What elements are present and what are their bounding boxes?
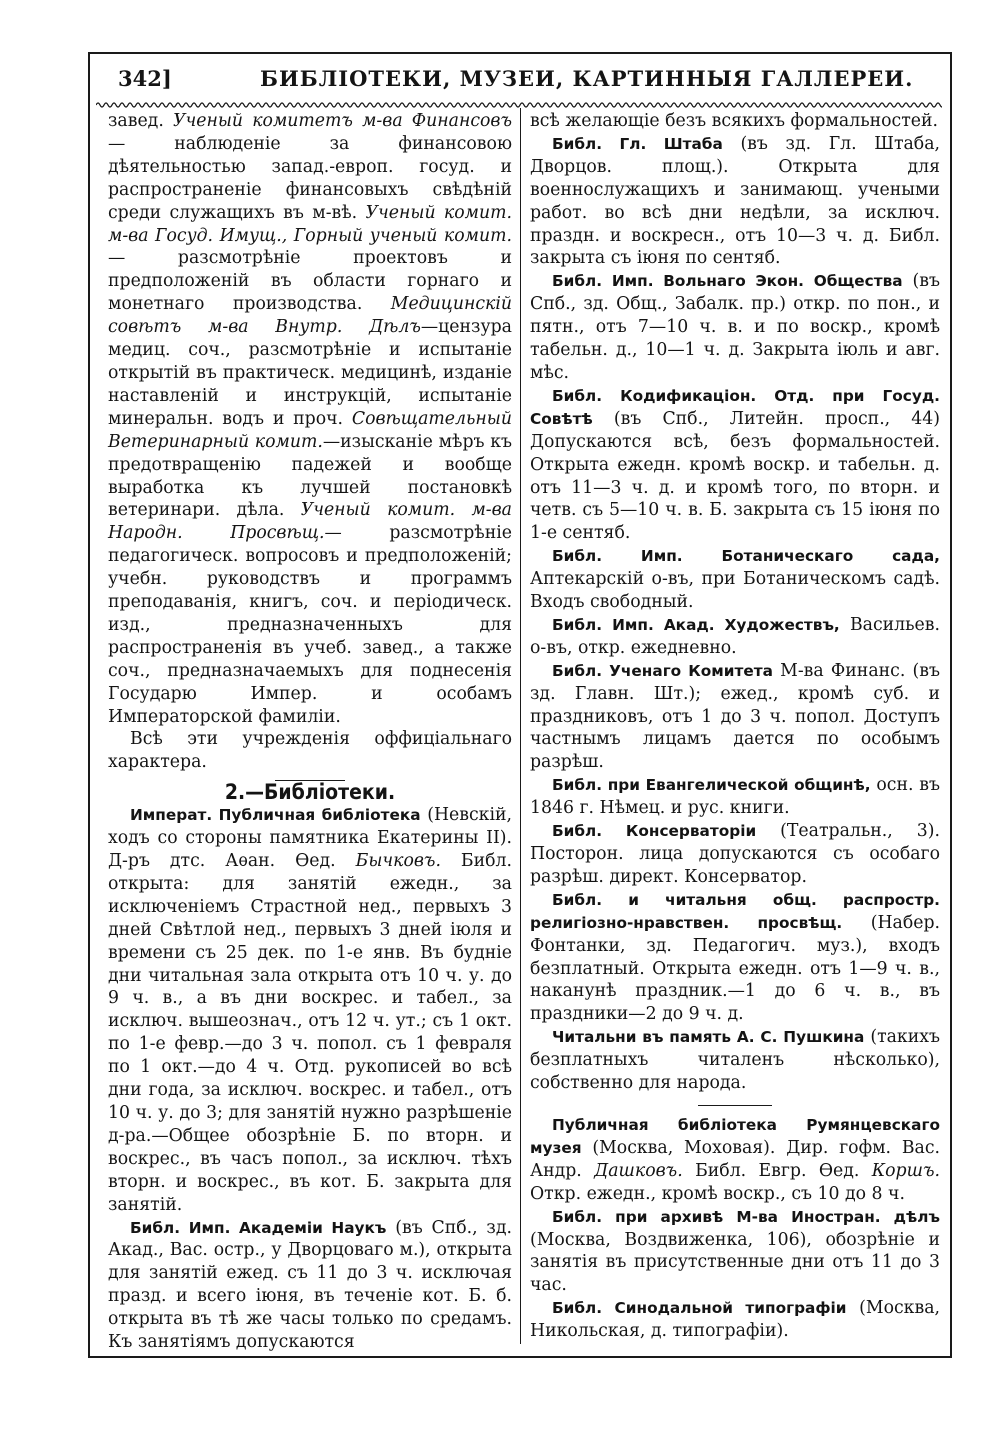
entry-name: Библ. Консерваторіи xyxy=(552,822,757,841)
term-medical-council: Медицинскій совѣтъ м-ва Внутр. Дѣлъ xyxy=(108,294,512,338)
entry-rumyantsev-library: Публичная библіотека Румянцевскаго музея (Москва, Моховая). Дир. гофм. Вас. Андр. Дашковъ. Библ. Евгр. Ѳед. Коршъ. Откр. ежедн., кромѣ воскр., съ 10 до 8 ч. xyxy=(530,1115,940,1204)
entry-scientific-committee-library: Библ. Ученаго Комитета М-ва Финанс. (въ зд. Главн. Шт.); ежед., кромѣ суб. и праздниковъ, отъ 1 до 3 ч. попол. Доступъ частнымъ лицамъ дается по особымъ разрѣш. xyxy=(530,660,941,773)
entry-name: Библ. Синодальной типографіи xyxy=(552,1299,847,1318)
paragraph-official: Всѣ эти учрежденія оффиціальнаго характера. xyxy=(108,729,512,773)
entry-academy-library: Библ. Имп. Академіи Наукъ (въ Спб., зд. Акад., Вас. остр., у Дворцоваго м.), открыта для занятій ежед. съ 11 до 3 ч. исключая празд. и всего іюня, въ теченіе кот. Б. б. открыта въ тѣ же часы только по средамъ. Къ занятіямъ допускаются xyxy=(108,1217,512,1353)
entry-codification-library: Библ. Кодификаціон. Отд. при Госуд. Совѣтѣ (въ Спб., Литейн. просп., 44) Допускаются всѣ, безъ формальностей. Открыта ежедн. кромѣ воскр. и табельн. д. отъ 11—3 ч. д. и кромѣ того, по вторн. и четв. съ 5—10 ч. в. Б. закрыта съ 15 іюня по 1-е сентяб. xyxy=(530,386,940,544)
entry-evangelical-library: Библ. при Евангелической общинѣ, осн. въ 1846 г. Нѣмец. и рус. книги. xyxy=(530,775,940,819)
entry-name: Публичная библіотека Румянцевскаго музея xyxy=(530,1115,940,1157)
moscow-rule xyxy=(698,1105,772,1106)
entry-pushkin-reading-rooms: Читальни въ память А. С. Пушкина (такихъ безплатныхъ читаленъ нѣсколько), собственно для народа. xyxy=(530,1027,940,1094)
entry-name: Библ. Ученаго Комитета xyxy=(552,661,773,680)
entry-foreign-affairs-archive-library: Библ. при архивѣ М-ва Иностран. дѣлъ (Москва, Воздвиженка, 106), обозрѣніе и занятія въ присутственные дни отъ 11 до 3 час. xyxy=(530,1207,940,1296)
entry-name: Читальни въ память А. С. Пушкина xyxy=(552,1028,865,1047)
running-title: БИБЛІОТЕКИ, МУЗЕИ, КАРТИННЫЯ ГАЛЛЕРЕИ. xyxy=(260,66,914,91)
entry-synodal-library: Библ. Синодальной типографіи (Москва, Никольская, д. типографіи). xyxy=(530,1298,941,1342)
term-finance-committee: Ученый комитетъ м-ва Финансовъ xyxy=(173,111,513,131)
entry-name: Библ. при Евангелической общинѣ, xyxy=(552,776,871,795)
entry-arts-academy-library: Библ. Имп. Акад. Художествъ, Васильев. о-въ, откр. ежедневно. xyxy=(530,614,940,658)
entry-name: Библ. Имп. Акад. Художествъ, xyxy=(552,615,840,634)
paragraph-committees: завед. Ученый комитетъ м-ва Финансовъ — наблюденіе за финансовою дѣятельностью запад.-европ. госуд. и распространеніе финансовыхъ свѣдѣній среди служащихъ въ м-вѣ. Ученый комит. м-ва Госуд. Имущ., Горный ученый комит. — разсмотрѣніе проектовъ и предположеній въ области горнаго и монетнаго производства. Медицинскій совѣтъ м-ва Внутр. Дѣлъ—цензура медиц. соч., разсмотрѣніе и испытаніе открытій въ практическ. медицинѣ, изданіе наставленій и инструкцій, испытаніе минеральн. водъ и проч. Совѣщательный Ветеринарный комит.—изысканіе мѣръ къ предотвращенію падежей и вообще выработка къ лучшей постановкѣ ветеринари. дѣла. Ученый комит. м-ва Народн. Просвѣщ.— разсмотрѣніе педагогическ. вопросовъ и предположеній; учебн. руководствъ и программъ преподаванія, книгъ, соч. и періодическ. изд., предназначенныхъ для распространенія въ учеб. завед., а также соч., предназначаемыхъ для поднесенія Государю Импер. и особамъ Императорской фамиліи. xyxy=(108,111,513,727)
entry-religious-reading-room: Библ. и читальня общ. распростр. религіозно-нравствен. просвѣщ. (Набер. Фонтанки, зд. Педагогич. муз.), входъ безплатный. Открыта ежедн. отъ 1—9 ч. в., наканунѣ праздник.—1 до 6 ч. в., въ праздники—2 до 9 ч. д. xyxy=(530,890,941,1025)
page-number: 342] xyxy=(118,66,172,91)
entry-name: Библ. Имп. Вольнаго Экон. Общества xyxy=(552,272,903,291)
entry-economic-society-library: Библ. Имп. Вольнаго Экон. Общества (въ Спб., зд. Общ., Забалк. пр.) откр. по пон., и пятн., отъ 7—10 ч. в. и по воскр., кромѣ табельн. д., 10—1 ч. д. Закрыта іюль и авг. мѣс. xyxy=(530,271,940,383)
term-mining-committee: Ученый комит. м-ва Госуд. Имущ., Горный ученый комит. xyxy=(108,202,512,246)
entry-name: Библ. Кодификаціон. Отд. при Госуд. Совѣтѣ xyxy=(530,386,940,428)
entry-name: Библ. Имп. Академіи Наукъ xyxy=(130,1218,387,1237)
entry-conservatory-library: Библ. Консерваторіи (Театральн., 3). Посторон. лица допускаются съ особаго разрѣш. директ. Консерватор. xyxy=(530,821,940,887)
entry-public-library: Императ. Публичная библіотека (Невскій, ходъ со стороны памятника Екатерины II). Д-ръ дтс. Аѳан. Ѳед. Бычковъ. Библ. открыта: для занятій ежедн., за исключеніемъ Страстной нед., первыхъ 3 дней Свѣтлой нед., первыхъ 3 дней іюля и времени съ 25 дек. по 1-е янв. Въ будніе дни читальная зала открыта отъ 10 ч. у. до 9 ч. в., а въ дни воскрес. и табел., за исключ. вышеознач., отъ 12 ч. ут.; съ 1 окт. по 1-е февр.—до 3 ч. попол. съ 1 февраля по 1 окт.—до 4 ч. Отд. рукописей во всѣ дни года, за исключ. воскрес. и табел., отъ 10 ч. у. до 3; для занятій нужно разрѣшеніе д-ра.—Общее обозрѣніе Б. по вторн. и воскрес., въ часъ попол., за исключ. тѣхъ вторн. и воскрес., въ кот. Б. закрыта для занятій. xyxy=(108,805,513,1215)
entry-name: Императ. Публичная библіотека xyxy=(130,806,421,825)
section-heading: 2.—Библіотеки. xyxy=(224,780,396,805)
paragraph-continuation: всѣ желающіе безъ всякихъ формальностей. xyxy=(530,111,939,131)
term-veterinary-committee: Совѣщательный Ветеринарный комит. xyxy=(108,408,512,452)
term-education-committee: Ученый комит. м-ва Народн. Просвѣщ. xyxy=(108,500,512,544)
entry-name: Библ. и читальня общ. распростр. религіозно-нравствен. просвѣщ. xyxy=(530,890,940,932)
entry-botanical-library: Библ. Имп. Ботаническаго сада, Аптекарскій о-въ, при Ботаническомъ садѣ. Входъ свободный. xyxy=(530,547,940,613)
right-column xyxy=(530,110,940,1343)
wavy-rule xyxy=(96,100,942,110)
running-header xyxy=(100,66,940,96)
entry-name: Библ. Имп. Ботаническаго сада, xyxy=(552,547,940,566)
entry-general-staff-library: Библ. Гл. Штаба (въ зд. Гл. Штаба, Дворцов. площ.). Открыта для военнослужащихъ и занимающ. учеными работ. во всѣ дни недѣли, за исключ. праздн. и воскресн., отъ 10—3 ч. д. Библ. закрыта съ іюня по сентяб. xyxy=(530,133,941,269)
column-divider xyxy=(520,108,521,1344)
entry-name: Библ. при архивѣ М-ва Иностран. дѣлъ xyxy=(552,1207,940,1226)
entry-name: Библ. Гл. Штаба xyxy=(552,134,723,153)
left-column xyxy=(108,110,512,1354)
